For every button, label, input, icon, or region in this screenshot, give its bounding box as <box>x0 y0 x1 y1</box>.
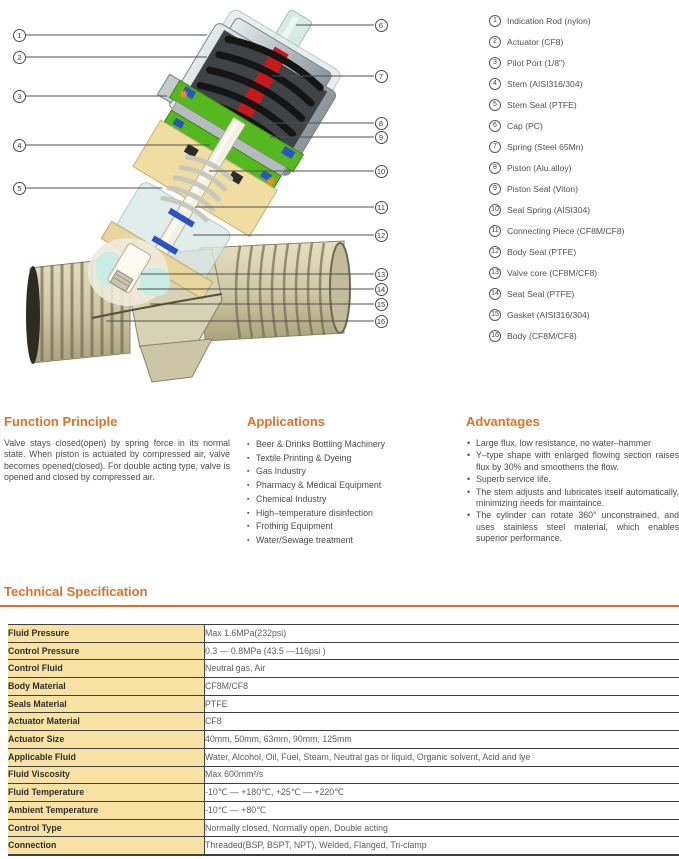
application-item: ▪ Gas Industry <box>247 465 455 479</box>
part-item <box>489 115 679 136</box>
part-item <box>489 220 679 241</box>
part-label: Seal Spring (AISI304) <box>507 204 591 215</box>
callout-1: 1 <box>13 29 26 42</box>
accent-rule <box>0 605 679 607</box>
part-item <box>489 325 679 346</box>
spec-value: Normally closed, Normally open, Double acting <box>205 819 679 837</box>
spec-label: Seals Material <box>8 695 205 713</box>
spec-label: Applicable Fluid <box>8 748 205 766</box>
spec-table <box>8 624 679 856</box>
callout-11: 11 <box>375 201 388 214</box>
spec-label: Control Fluid <box>8 660 205 678</box>
part-item <box>489 136 679 157</box>
spec-row <box>8 766 679 784</box>
advantages-title: Advantages <box>466 414 540 429</box>
part-label: Stem Seal (PTFE) <box>507 99 577 110</box>
part-item <box>489 178 679 199</box>
applications-title: Applications <box>247 414 326 429</box>
spec-value: CF8M/CF8 <box>205 678 679 696</box>
section-applications <box>247 414 455 548</box>
section-function-principle <box>4 414 230 484</box>
spec-row <box>8 731 679 749</box>
part-number-badge: 15 <box>489 309 501 321</box>
part-item <box>489 241 679 262</box>
valve-illustration <box>0 0 460 390</box>
part-item <box>489 283 679 304</box>
application-item: ▪ Water/Sewage treatment <box>247 534 455 548</box>
part-number-badge: 8 <box>489 162 501 174</box>
advantage-item: • Y–type shape with enlarged flowing section raises flux by 30% and smoothens the flow. <box>466 450 679 473</box>
spec-row <box>8 748 679 766</box>
spec-value: Max 600mm²/s <box>205 766 679 784</box>
spec-label: Connection <box>8 837 205 855</box>
callout-13: 13 <box>375 268 388 281</box>
application-item: ▪ Chemical Industry <box>247 493 455 507</box>
spec-row <box>8 801 679 819</box>
spec-value: 0.3 — 0.8MPa (43.5 —116psi ) <box>205 642 679 660</box>
spec-row <box>8 625 679 643</box>
application-item: ▪ Pharmacy & Medical Equipment <box>247 479 455 493</box>
spec-row <box>8 784 679 802</box>
application-item: ▪ High–temperature disinfection <box>247 507 455 521</box>
advantages-list <box>466 438 679 545</box>
spec-value: -10℃ — +180℃, +25℃ — +220℃ <box>205 784 679 802</box>
spec-label: Control Type <box>8 819 205 837</box>
part-label: Valve core (CF8M/CF8) <box>507 267 598 278</box>
application-item: ▪ Beer & Drinks Bottling Machinery <box>247 438 455 452</box>
part-number-badge: 9 <box>489 183 501 195</box>
part-number-badge: 13 <box>489 267 501 279</box>
part-number-badge: 3 <box>489 57 501 69</box>
part-label: Seat Seal (PTFE) <box>507 288 575 299</box>
part-label: Indication Rod (nylon) <box>507 15 591 26</box>
part-number-badge: 7 <box>489 141 501 153</box>
spec-row <box>8 837 679 855</box>
part-label: Spring (Steel 65Mn) <box>507 141 584 152</box>
spec-row <box>8 678 679 696</box>
valve-diagram <box>0 0 460 390</box>
part-item <box>489 73 679 94</box>
callout-2: 2 <box>13 51 26 64</box>
spec-value: PTFE <box>205 695 679 713</box>
part-label: Body (CF8M/CF8) <box>507 330 577 341</box>
function-principle-title: Function Principle <box>4 414 118 429</box>
section-advantages <box>466 414 679 546</box>
spec-value: Threaded(BSP, BSPT, NPT), Welded, Flanged, Tri-clamp <box>205 837 679 855</box>
part-label: Piston (Alu.alloy) <box>507 162 572 173</box>
spec-table-body <box>8 625 679 855</box>
part-number-badge: 10 <box>489 204 501 216</box>
advantage-item: • The stem adjusts and lubricates itself automatically, minimizing needs for maintaince. <box>466 487 679 510</box>
part-number-badge: 2 <box>489 36 501 48</box>
pipe-right-threaded-end <box>200 241 350 341</box>
part-number-badge: 6 <box>489 120 501 132</box>
part-item <box>489 199 679 220</box>
spec-label: Fluid Pressure <box>8 625 205 643</box>
spec-label: Body Material <box>8 678 205 696</box>
part-number-badge: 1 <box>489 15 501 27</box>
spec-label: Actuator Size <box>8 731 205 749</box>
parts-list <box>489 10 679 346</box>
callout-7: 7 <box>375 70 388 83</box>
part-number-badge: 16 <box>489 330 501 342</box>
part-label: Gasket (AISI316/304) <box>507 309 590 320</box>
advantage-item: • The cylinder can rotate 360° unconstrained, and uses stainless steel material, which enables superior performance. <box>466 510 679 544</box>
spec-label: Fluid Temperature <box>8 784 205 802</box>
spec-value: -10℃ — +80℃ <box>205 801 679 819</box>
callout-14: 14 <box>375 283 388 296</box>
part-item <box>489 304 679 325</box>
spec-row <box>8 819 679 837</box>
applications-list <box>247 438 455 548</box>
callout-5: 5 <box>13 182 26 195</box>
part-number-badge: 4 <box>489 78 501 90</box>
part-label: Stem (AISI316/304) <box>507 78 583 89</box>
part-number-badge: 11 <box>489 225 501 237</box>
part-item <box>489 94 679 115</box>
spec-value: Max 1.6MPa(232psi) <box>205 625 679 643</box>
spec-label: Fluid Viscosity <box>8 766 205 784</box>
part-number-badge: 5 <box>489 99 501 111</box>
part-item <box>489 10 679 31</box>
callout-9: 9 <box>375 131 388 144</box>
spec-row <box>8 642 679 660</box>
advantage-item: • Large flux, low resistance, no water–hammer <box>466 438 679 449</box>
callout-6: 6 <box>375 19 388 32</box>
application-item: ▪ Frothing Equipment <box>247 520 455 534</box>
part-label: Cap (PC) <box>507 120 543 131</box>
part-label: Piston Seal (Viton) <box>507 183 579 194</box>
part-label: Body Seal (PTFE) <box>507 246 577 257</box>
advantage-item: • Superb service life. <box>466 474 679 485</box>
part-number-badge: 12 <box>489 246 501 258</box>
application-item: ▪ Textile Printing & Dyeing <box>247 452 455 466</box>
part-item <box>489 262 679 283</box>
part-label: Connecting Piece (CF8M/CF8) <box>507 225 625 236</box>
part-item <box>489 157 679 178</box>
spec-value: CF8 <box>205 713 679 731</box>
spec-row <box>8 713 679 731</box>
spec-label: Control Pressure <box>8 642 205 660</box>
callout-15: 15 <box>375 298 388 311</box>
spec-label: Actuator Material <box>8 713 205 731</box>
callout-4: 4 <box>13 139 26 152</box>
part-item <box>489 52 679 73</box>
spec-value: 40mm, 50mm, 63mm, 90mm, 125mm <box>205 731 679 749</box>
part-label: Actuator (CF8) <box>507 36 564 47</box>
spec-row <box>8 660 679 678</box>
spec-value: Water, Alcohol, Oil, Fuel, Steam, Neutral gas or liquid, Organic solvent, Acid and lye <box>205 748 679 766</box>
spec-value: Neutral gas, Air <box>205 660 679 678</box>
callout-10: 10 <box>375 165 388 178</box>
body-lower-leg <box>140 339 212 382</box>
function-principle-body: Valve stays closed(open) by spring force in its normal state. When piston is actuated by compressed air, valve becomes opened(closed). For double acting type, valve is opened and closed by compressed air. <box>4 438 230 483</box>
callout-3: 3 <box>13 90 26 103</box>
callout-8: 8 <box>375 117 388 130</box>
technical-specification-title: Technical Specification <box>4 584 148 599</box>
callout-16: 16 <box>375 315 388 328</box>
spec-label: Ambient Temperature <box>8 801 205 819</box>
part-number-badge: 14 <box>489 288 501 300</box>
spec-row <box>8 695 679 713</box>
callout-12: 12 <box>375 229 388 242</box>
part-item <box>489 31 679 52</box>
part-label: Pilot Port (1/8") <box>507 57 565 68</box>
